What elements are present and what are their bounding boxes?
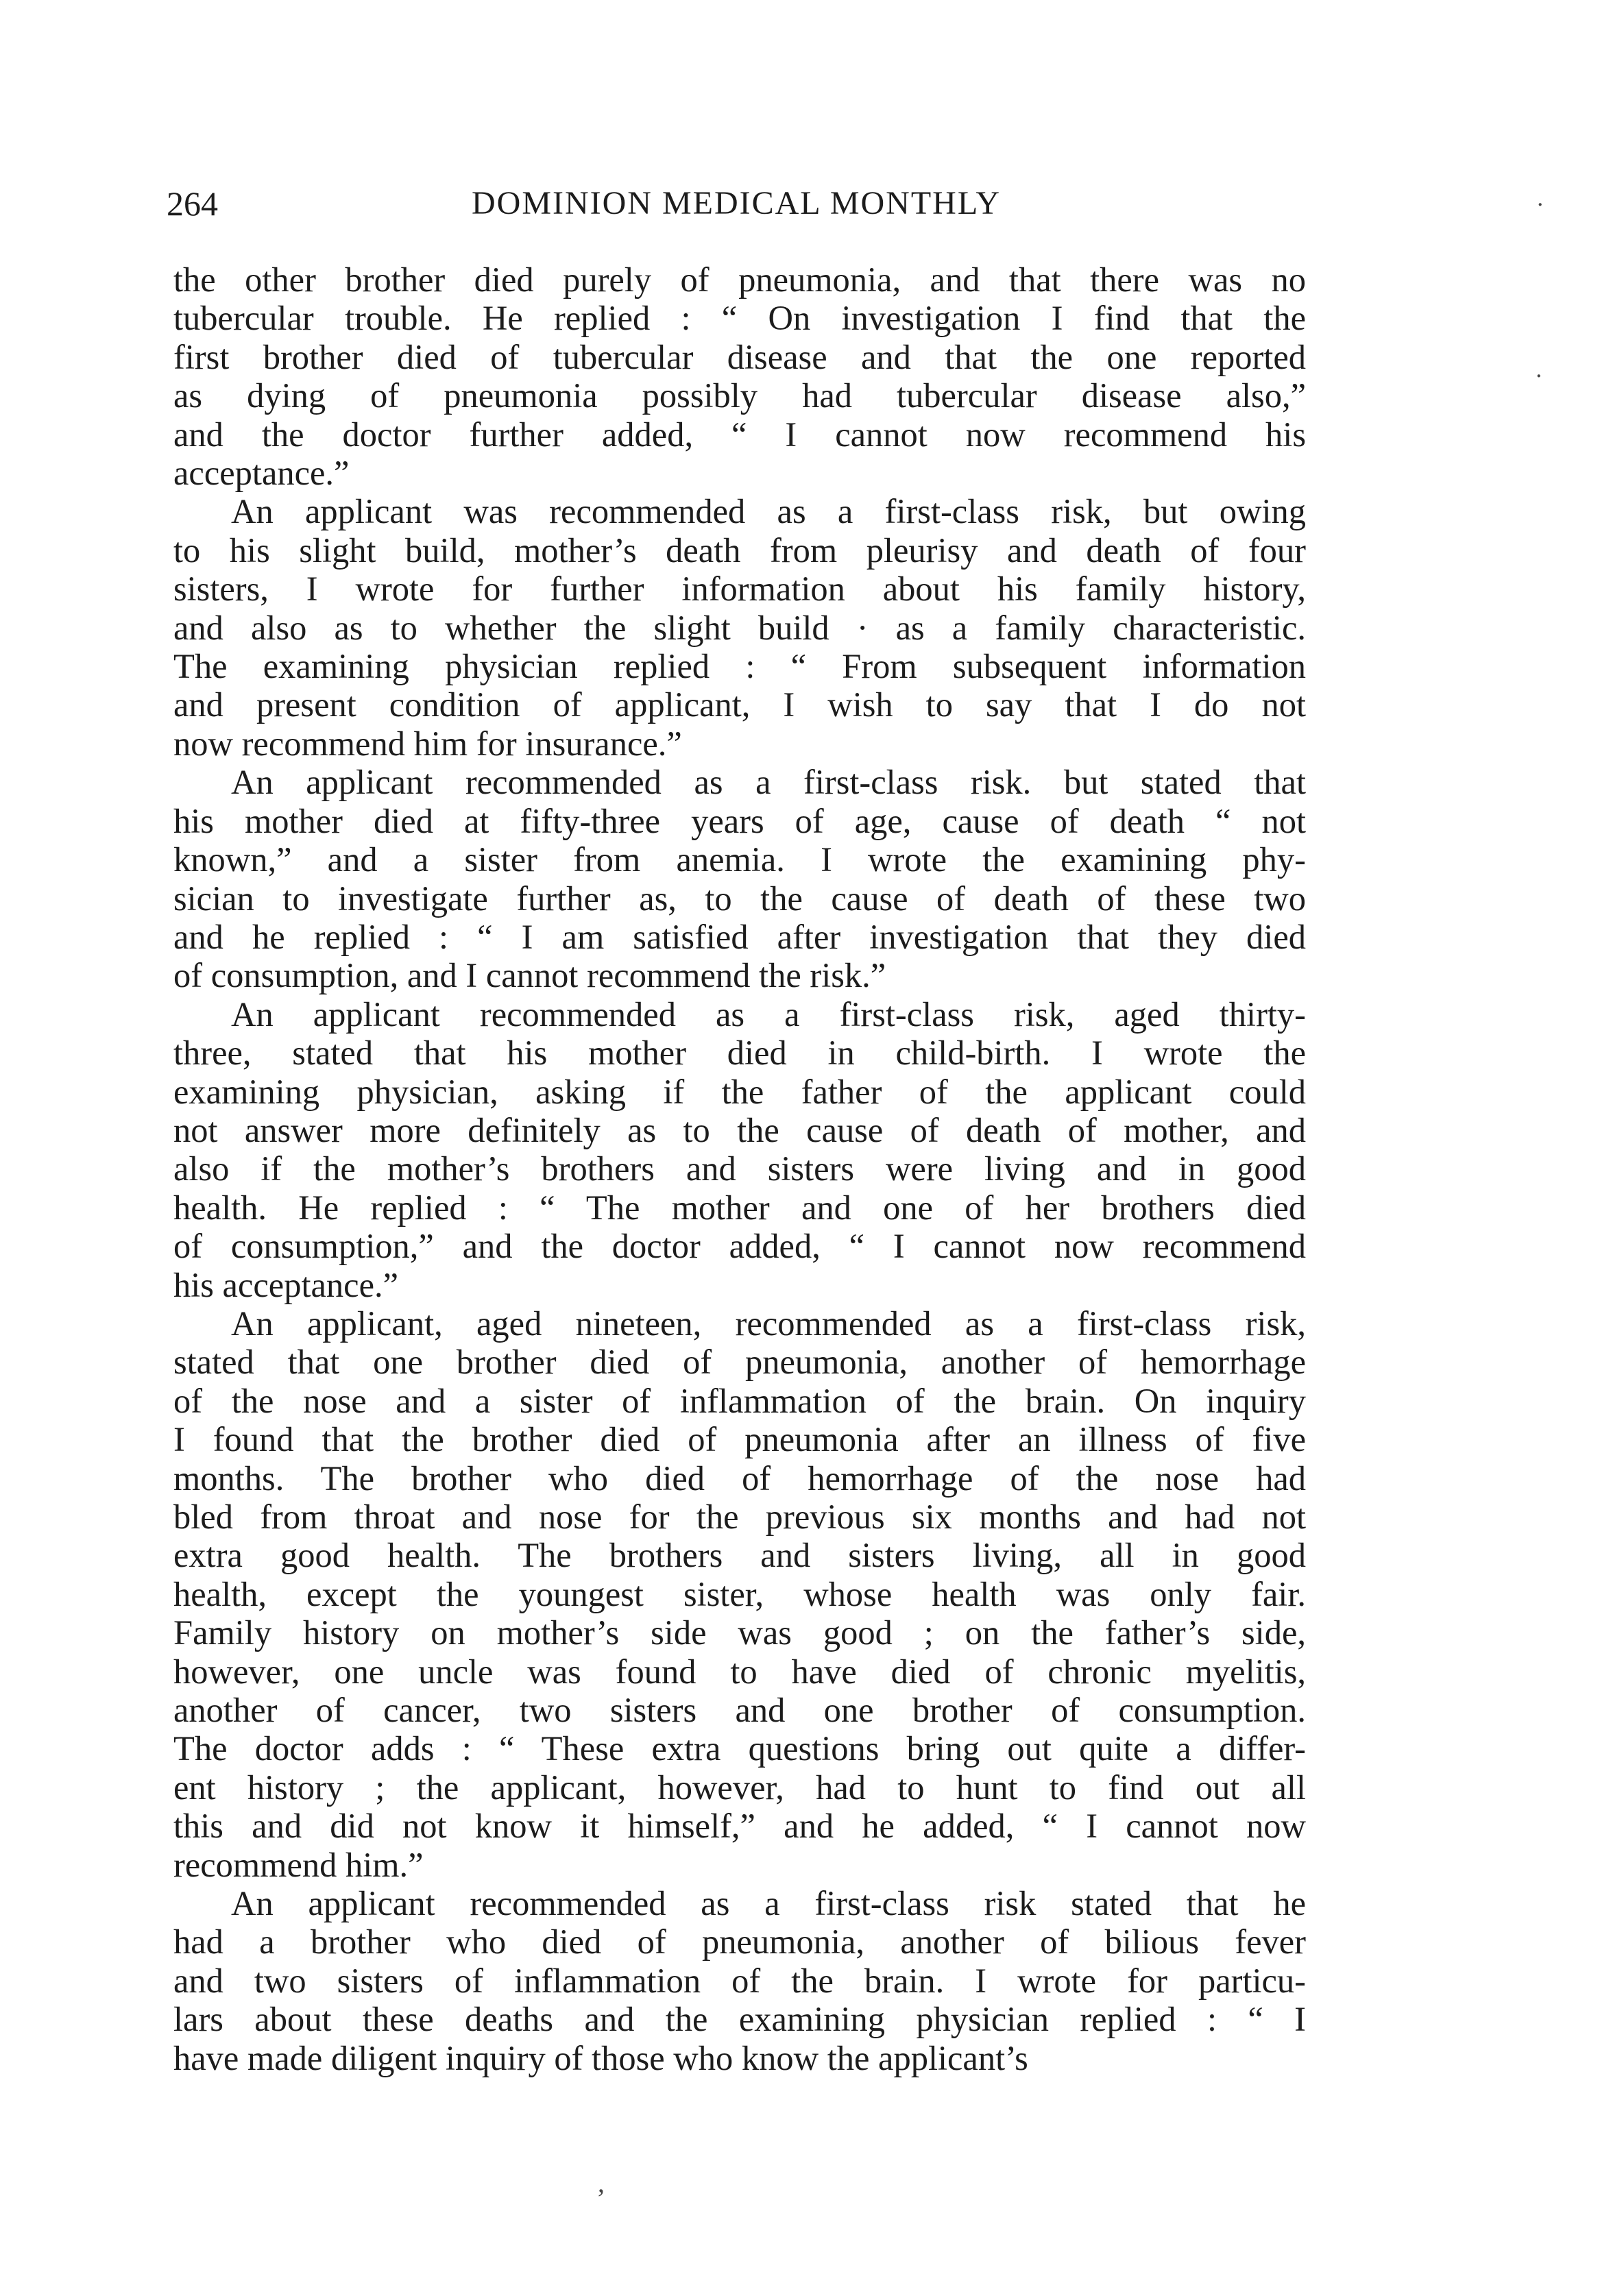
text-line: stated that one brother died of pneumonia, another of hemorrhage: [173, 1343, 1306, 1382]
text-line: have made diligent inquiry of those who know the applicant’s: [173, 2038, 1028, 2077]
paragraph: [173, 1884, 1306, 2077]
text-line: Family history on mother’s side was good ; on the father’s side,: [173, 1613, 1306, 1652]
margin-speck: ’: [596, 2183, 606, 2214]
text-line: and also as to whether the slight build · as a family characteristic.: [173, 608, 1306, 647]
paragraph: [173, 763, 1306, 994]
text-line: recommend him.”: [173, 1845, 424, 1884]
text-line: I found that the brother died of pneumonia after an illness of five: [173, 1420, 1306, 1459]
text-line: his acceptance.”: [173, 1265, 399, 1304]
page-header: [167, 180, 1306, 228]
margin-speck: ˙: [1534, 368, 1544, 399]
text-line: health. He replied : “ The mother and one of her brothers died: [173, 1188, 1306, 1227]
text-line: ent history ; the applicant, however, had to hunt to find out all: [173, 1768, 1306, 1807]
margin-speck: ˙: [1536, 197, 1545, 228]
paragraph: [173, 492, 1306, 763]
text-line: An applicant recommended as a first-class risk stated that he: [231, 1884, 1306, 1923]
text-line: as dying of pneumonia possibly had tubercular disease also,”: [173, 376, 1306, 415]
text-line: examining physician, asking if the father of the applicant could: [173, 1072, 1306, 1111]
text-line: An applicant was recommended as a first-class risk, but owing: [231, 492, 1306, 531]
text-line: however, one uncle was found to have died of chronic myelitis,: [173, 1652, 1306, 1691]
running-title: DOMINION MEDICAL MONTHLY: [471, 185, 1001, 221]
text-line: lars about these deaths and the examining physician replied : “ I: [173, 2000, 1306, 2039]
text-line: bled from throat and nose for the previous six months and had not: [173, 1498, 1306, 1536]
text-line: now recommend him for insurance.”: [173, 724, 682, 763]
text-line: extra good health. The brothers and sisters living, all in good: [173, 1536, 1306, 1575]
text-line: had a brother who died of pneumonia, another of bilious fever: [173, 1922, 1306, 1962]
text-line: not answer more definitely as to the cause of death of mother, and: [173, 1110, 1306, 1149]
text-line: sisters, I wrote for further information about his family history,: [173, 570, 1306, 609]
text-line: An applicant, aged nineteen, recommended as a first-class risk,: [231, 1304, 1306, 1343]
text-line: of consumption,” and the doctor added, “ I cannot now recommend: [173, 1227, 1306, 1266]
text-line: his mother died at fifty-three years of age, cause of death “ not: [173, 801, 1306, 840]
page-number: 264: [167, 184, 218, 223]
text-line: sician to investigate further as, to the cause of death of these two: [173, 879, 1306, 918]
paragraph: [173, 995, 1306, 1304]
text-line: to his slight build, mother’s death from pleurisy and death of four: [173, 530, 1306, 570]
text-line: The examining physician replied : “ From subsequent information: [173, 647, 1306, 686]
text-line: months. The brother who died of hemorrhage of the nose had: [173, 1458, 1306, 1498]
text-line: health, except the youngest sister, whose health was only fair.: [173, 1574, 1306, 1613]
text-line: An applicant recommended as a first-class risk. but stated that: [231, 763, 1306, 802]
paragraph: [173, 260, 1306, 492]
text-line: the other brother died purely of pneumonia, and that there was no: [173, 260, 1306, 299]
text-line: first brother died of tubercular disease and that the one reported: [173, 337, 1306, 376]
text-line: tubercular trouble. He replied : “ On investigation I find that the: [173, 299, 1306, 338]
text-line: and present condition of applicant, I wish to say that I do not: [173, 685, 1306, 724]
text-line: and two sisters of inflammation of the brain. I wrote for particu-: [173, 1961, 1306, 2000]
text-line: of the nose and a sister of inflammation of the brain. On inquiry: [173, 1381, 1306, 1420]
text-line: known,” and a sister from anemia. I wrote the examining phy-: [173, 840, 1306, 879]
text-line: and he replied : “ I am satisfied after investigation that they died: [173, 917, 1306, 956]
text-line: three, stated that his mother died in child-birth. I wrote the: [173, 1034, 1306, 1073]
text-line: also if the mother’s brothers and sisters were living and in good: [173, 1149, 1306, 1188]
text-line: acceptance.”: [173, 454, 350, 493]
text-line: another of cancer, two sisters and one brother of consumption.: [173, 1691, 1306, 1730]
text-line: this and did not know it himself,” and he added, “ I cannot now: [173, 1807, 1306, 1846]
paragraph: [173, 1304, 1306, 1884]
text-line: and the doctor further added, “ I cannot now recommend his: [173, 415, 1306, 454]
text-line: The doctor adds : “ These extra questions bring out quite a differ-: [173, 1729, 1306, 1768]
text-line: An applicant recommended as a first-class risk, aged thirty-: [231, 994, 1306, 1034]
body-text: [173, 260, 1306, 2077]
text-line: of consumption, and I cannot recommend the risk.”: [173, 956, 886, 995]
